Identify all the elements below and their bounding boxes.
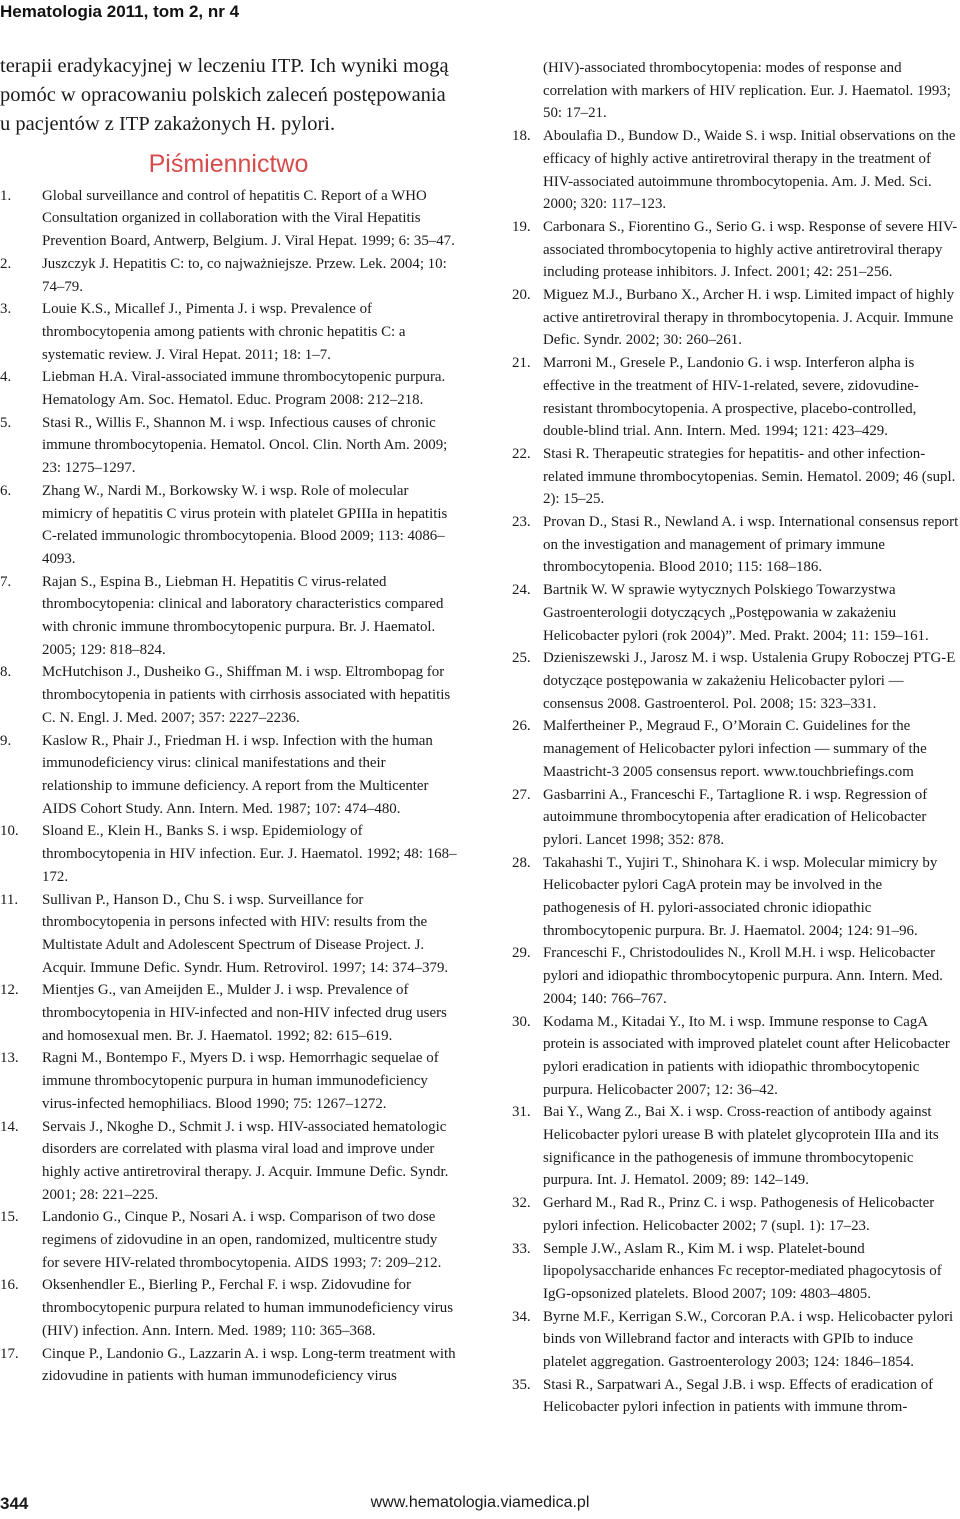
reference-number: 19. [512,218,531,235]
reference-number: 26. [512,718,531,735]
reference-text: Louie K.S., Micallef J., Pimenta J. i wsp. Prevalence of thrombocytopenia among patients with chronic hepatitis C: a systematic review. J. Viral Hepat. 2011; 18: 1–7. [42,301,406,363]
reference-number: 10. [0,823,19,840]
reference-text: Bai Y., Wang Z., Bai X. i wsp. Cross-reaction of antibody against Helicobacter pylori urease B with platelet glycoprotein IIIa and its significance in the pathogenesis of immune thrombocytopenic purpura. Int. J. Hematol. 2009; 89: 142–149. [543,1104,939,1189]
reference-item [0,412,457,480]
reference-item [0,480,457,571]
reference-item [512,647,960,715]
reference-text: Semple J.W., Aslam R., Kim M. i wsp. Platelet-bound lipopolysaccharide enhances Fc receptor-mediated phagocytosis of IgG-opsonized platelets. Blood 2007; 109: 4803–4805. [543,1240,942,1302]
reference-number: 18. [512,128,531,145]
reference-text: Bartnik W. W sprawie wytycznych Polskiego Towarzystwa Gastroenterologii dotyczących „Postępowania w zakażeniu Helicobacter pylori (rok 2004)”. Med. Prakt. 2004; 11: 159–161. [543,582,929,644]
reference-number: 13. [0,1050,19,1067]
reference-text: Aboulafia D., Bundow D., Waide S. i wsp. Initial observations on the efficacy of highly active antiretroviral therapy in the treatment of HIV-associated autoimmune thrombocytopenia. Am. J. Med. Sci. 2000; 320: 117–123. [543,128,956,213]
reference-text: Mientjes G., van Ameijden E., Mulder J. i wsp. Prevalence of thrombocytopenia in HIV-infected and non-HIV infected drug users and homosexual men. Br. J. Haematol. 1992; 82: 615–619. [42,982,447,1044]
reference-item [512,1374,960,1419]
reference-text: Takahashi T., Yujiri T., Shinohara K. i wsp. Molecular mimicry by Helicobacter pylori CagA protein may be involved in the pathogenesis of H. pylori-associated chronic idiopathic thrombocytopenic purpura. Br. J. Haematol. 2004; 124: 91–96. [543,854,938,939]
reference-number: 9. [0,732,12,749]
reference-number: 35. [512,1376,531,1393]
reference-number: 11. [0,891,19,908]
reference-item [0,730,457,821]
reference-item [0,1047,457,1115]
reference-number: 30. [512,1013,531,1030]
reference-item [0,820,457,888]
reference-text: Global surveillance and control of hepatitis C. Report of a WHO Consultation organized in collaboration with the Viral Hepatitis Prevention Board, Antwerp, Belgium. J. Viral Hepat. 1999; 6: 35–47. [42,187,455,250]
reference-number: 27. [512,786,531,803]
reference-item [0,1343,457,1388]
left-column [0,52,457,1388]
reference-item [0,889,457,980]
reference-number: 31. [512,1104,531,1121]
reference-item [512,715,960,783]
reference-number: 20. [512,287,531,304]
reference-text: Marroni M., Gresele P., Landonio G. i wsp. Interferon alpha is effective in the treatment of HIV-1-related, severe, zidovudine-resistant thrombocytopenia. A prospective, placebo-controlled, double-blind trial. Ann. Intern. Med. 1994; 121: 423–429. [543,355,919,440]
reference-text: Sullivan P., Hanson D., Chu S. i wsp. Surveillance for thrombocytopenia in persons infected with HIV: results from the Multistate Adult and Adolescent Spectrum of Disease Project. J. Acquir. Immune Defic. Syndr. Hum. Retrovirol. 1997; 14: 374–379. [42,891,449,976]
reference-number: 25. [512,650,531,667]
reference-number: 8. [0,664,12,681]
reference-text: Byrne M.F., Kerrigan S.W., Corcoran P.A. i wsp. Helicobacter pylori binds von Willebrand factor and interacts with GPIb to induce platelet aggregation. Gastroenterology 2003; 124: 1846–1854. [543,1308,954,1371]
references-heading: Piśmiennictwo [148,150,309,178]
reference-item [512,511,960,579]
reference-item [512,1101,960,1192]
reference-number: 14. [0,1118,19,1135]
reference-number: 32. [512,1195,531,1212]
reference-number: 3. [0,301,12,318]
reference-item [0,1274,457,1342]
reference-number: 17. [0,1345,19,1362]
reference-number: 16. [0,1277,19,1294]
reference-item [0,1116,457,1207]
references-list-right [512,125,960,1419]
references-list-left [0,185,457,1388]
reference-number: 2. [0,255,12,272]
reference-text: Stasi R. Therapeutic strategies for hepatitis- and other infection-related immune thrombocytopenias. Semin. Hematol. 2009; 46 (supl. 2): 15–25. [543,445,956,508]
reference-number: 21. [512,355,531,372]
reference-text: Stasi R., Sarpatwari A., Segal J.B. i wsp. Effects of eradication of Helicobacter pylori infection in patients with immune throm- [543,1376,934,1416]
reference-text: Landonio G., Cinque P., Nosari A. i wsp. Comparison of two dose regimens of zidovudine in an open, randomized, multicentre study for severe HIV-related thrombocytopenia. AIDS 1993; 7: 209–212. [42,1209,442,1271]
reference-text: McHutchison J., Dusheiko G., Shiffman M. i wsp. Eltrombopag for thrombocytopenia in patients with cirrhosis associated with hepatitis C. N. Engl. J. Med. 2007; 357: 2227–2236. [42,664,451,726]
footer-url: www.hematologia.viamedica.pl [370,1494,590,1511]
reference-item [512,942,960,1010]
reference-text: Provan D., Stasi R., Newland A. i wsp. International consensus report on the investigation and management of primary immune thrombocytopenia. Blood 2010; 115: 168–186. [543,514,959,576]
reference-item [512,1192,960,1237]
reference-item [512,1011,960,1102]
reference-number: 6. [0,482,12,499]
reference-number: 29. [512,945,531,962]
reference-text: Gasbarrini A., Franceschi F., Tartaglione R. i wsp. Regression of autoimmune thrombocytopenia after eradication of Helicobacter pylori. Lancet 1998; 352: 878. [543,786,928,848]
reference-text: Rajan S., Espina B., Liebman H. Hepatitis C virus-related thrombocytopenia: clinical and laboratory characteristics compared with chronic immune thrombocytopenic purpura. Br. J. Haematol. 2005; 129: 818–824. [42,573,444,658]
reference-text: Servais J., Nkoghe D., Schmit J. i wsp. HIV-associated hematologic disorders are correlated with plasma viral load and improve under highly active antiretroviral therapy. J. Acquir. Immune Defic. Syndr. 2001; 28: 221–225. [42,1118,449,1203]
reference-text: Ragni M., Bontempo F., Myers D. i wsp. Hemorrhagic sequelae of immune thrombocytopenic purpura in human immunodeficiency virus-infected hemophiliacs. Blood 1990; 75: 1267–1272. [42,1050,439,1112]
reference-item [512,284,960,352]
reference-item [0,253,457,298]
reference-text: Gerhard M., Rad R., Prinz C. i wsp. Pathogenesis of Helicobacter pylori infection. Helicobacter 2002; 7 (supl. 1): 17–23. [543,1195,935,1234]
reference-number: 5. [0,414,12,431]
reference-number: 24. [512,582,531,599]
reference-number: 15. [0,1209,19,1226]
reference-text: Juszczyk J. Hepatitis C: to, co najważniejsze. Przew. Lek. 2004; 10: 74–79. [42,255,447,295]
reference-item [0,661,457,729]
reference-item [512,579,960,647]
reference-text: Zhang W., Nardi M., Borkowsky W. i wsp. Role of molecular mimicry of hepatitis C virus protein with platelet GPIIIa in hepatitis C-related immunologic thrombocytopenia. Blood 2009; 113: 4086–4093. [42,482,448,567]
reference-item [512,852,960,943]
reference-text: Franceschi F., Christodoulides N., Kroll M.H. i wsp. Helicobacter pylori and idiopathic thrombocytopenic purpura. Ann. Intern. Med. 2004; 140: 766–767. [543,945,943,1007]
reference-item [512,125,960,216]
reference-item [0,185,457,253]
reference-number: 23. [512,514,531,531]
reference-text: Malfertheiner P., Megraud F., O’Morain C. Guidelines for the management of Helicobacter pylori infection — summary of the Maastricht-3 2005 consensus report. www.touchbriefings.com [543,718,927,780]
running-head: Hematologia 2011, tom 2, nr 4 [0,2,240,21]
reference-item [512,1306,960,1374]
reference-item [0,571,457,662]
reference-text: Miguez M.J., Burbano X., Archer H. i wsp. Limited impact of highly active antiretroviral therapy in thrombocytopenia. J. Acquir. Immune Defic. Syndr. 2002; 30: 260–261. [543,287,955,349]
reference-item [512,352,960,443]
reference-text: Stasi R., Willis F., Shannon M. i wsp. Infectious causes of chronic immune thrombocytopenia. Hematol. Oncol. Clin. North Am. 2009; 23: 1275–1297. [42,414,448,477]
reference-number: 12. [0,982,19,999]
reference-number: 1. [0,187,12,204]
reference-text: Kaslow R., Phair J., Friedman H. i wsp. Infection with the human immunodeficiency virus: clinical manifestations and their relationship to immune deficiency. A report from the Multicenter AIDS Cohort Study. Ann. Intern. Med. 1987; 107: 474–480. [42,732,433,817]
reference-number: 22. [512,445,531,462]
reference-item [0,1206,457,1274]
reference-item [512,216,960,284]
reference-text: Carbonara S., Fiorentino G., Serio G. i wsp. Response of severe HIV-associated thrombocytopenia to highly active antiretroviral therapy including protease inhibitors. J. Infect. 2001; 42: 251–256. [543,218,958,281]
reference-text: Kodama M., Kitadai Y., Ito M. i wsp. Immune response to CagA protein is associated with improved platelet count after Helicobacter pylori eradication in patients with idiopathic thrombocytopenic purpura. Helicobacter 2007; 12: 36–42. [543,1013,950,1098]
reference-item [0,979,457,1047]
page-number: 344 [0,1494,29,1513]
reference-number: 34. [512,1308,531,1325]
reference-text: Oksenhendler E., Bierling P., Ferchal F. i wsp. Zidovudine for thrombocytopenic purpura related to human immunodeficiency virus (HIV) infection. Ann. Intern. Med. 1989; 110: 365–368. [42,1277,454,1339]
reference-item [0,366,457,411]
intro-paragraph: terapii eradykacyjnej w leczeniu ITP. Ich wyniki mogą pomóc w opracowaniu polskich zaleceń postępowania u pacjentów z ITP zakażonych H. pylori. [0,55,449,135]
right-column [512,57,960,1419]
reference-number: 4. [0,369,12,386]
reference-item [512,784,960,852]
reference-text: Dzieniszewski J., Jarosz M. i wsp. Ustalenia Grupy Roboczej PTG-E dotyczące postępowania w zakażeniu Helicobacter pylori — consensus 2008. Gastroenterol. Pol. 2008; 15: 323–331. [543,650,956,712]
reference-item [512,1238,960,1306]
reference-number: 33. [512,1240,531,1257]
reference-number: 7. [0,573,12,590]
reference-text: Cinque P., Landonio G., Lazzarin A. i wsp. Long-term treatment with zidovudine in patients with human immunodeficiency virus [42,1345,456,1385]
reference-number: 28. [512,854,531,871]
reference-text: Liebman H.A. Viral-associated immune thrombocytopenic purpura. Hematology Am. Soc. Hematol. Educ. Program 2008: 212–218. [42,369,446,409]
reference-item [0,298,457,366]
reference-item [512,443,960,511]
reference-text: Sloand E., Klein H., Banks S. i wsp. Epidemiology of thrombocytopenia in HIV infection. Eur. J. Haematol. 1992; 48: 168–172. [42,823,457,885]
reference-continuation: (HIV)-associated thrombocytopenia: modes of response and correlation with markers of HIV replication. Eur. J. Haematol. 1993; 50: 17–21. [543,60,951,122]
